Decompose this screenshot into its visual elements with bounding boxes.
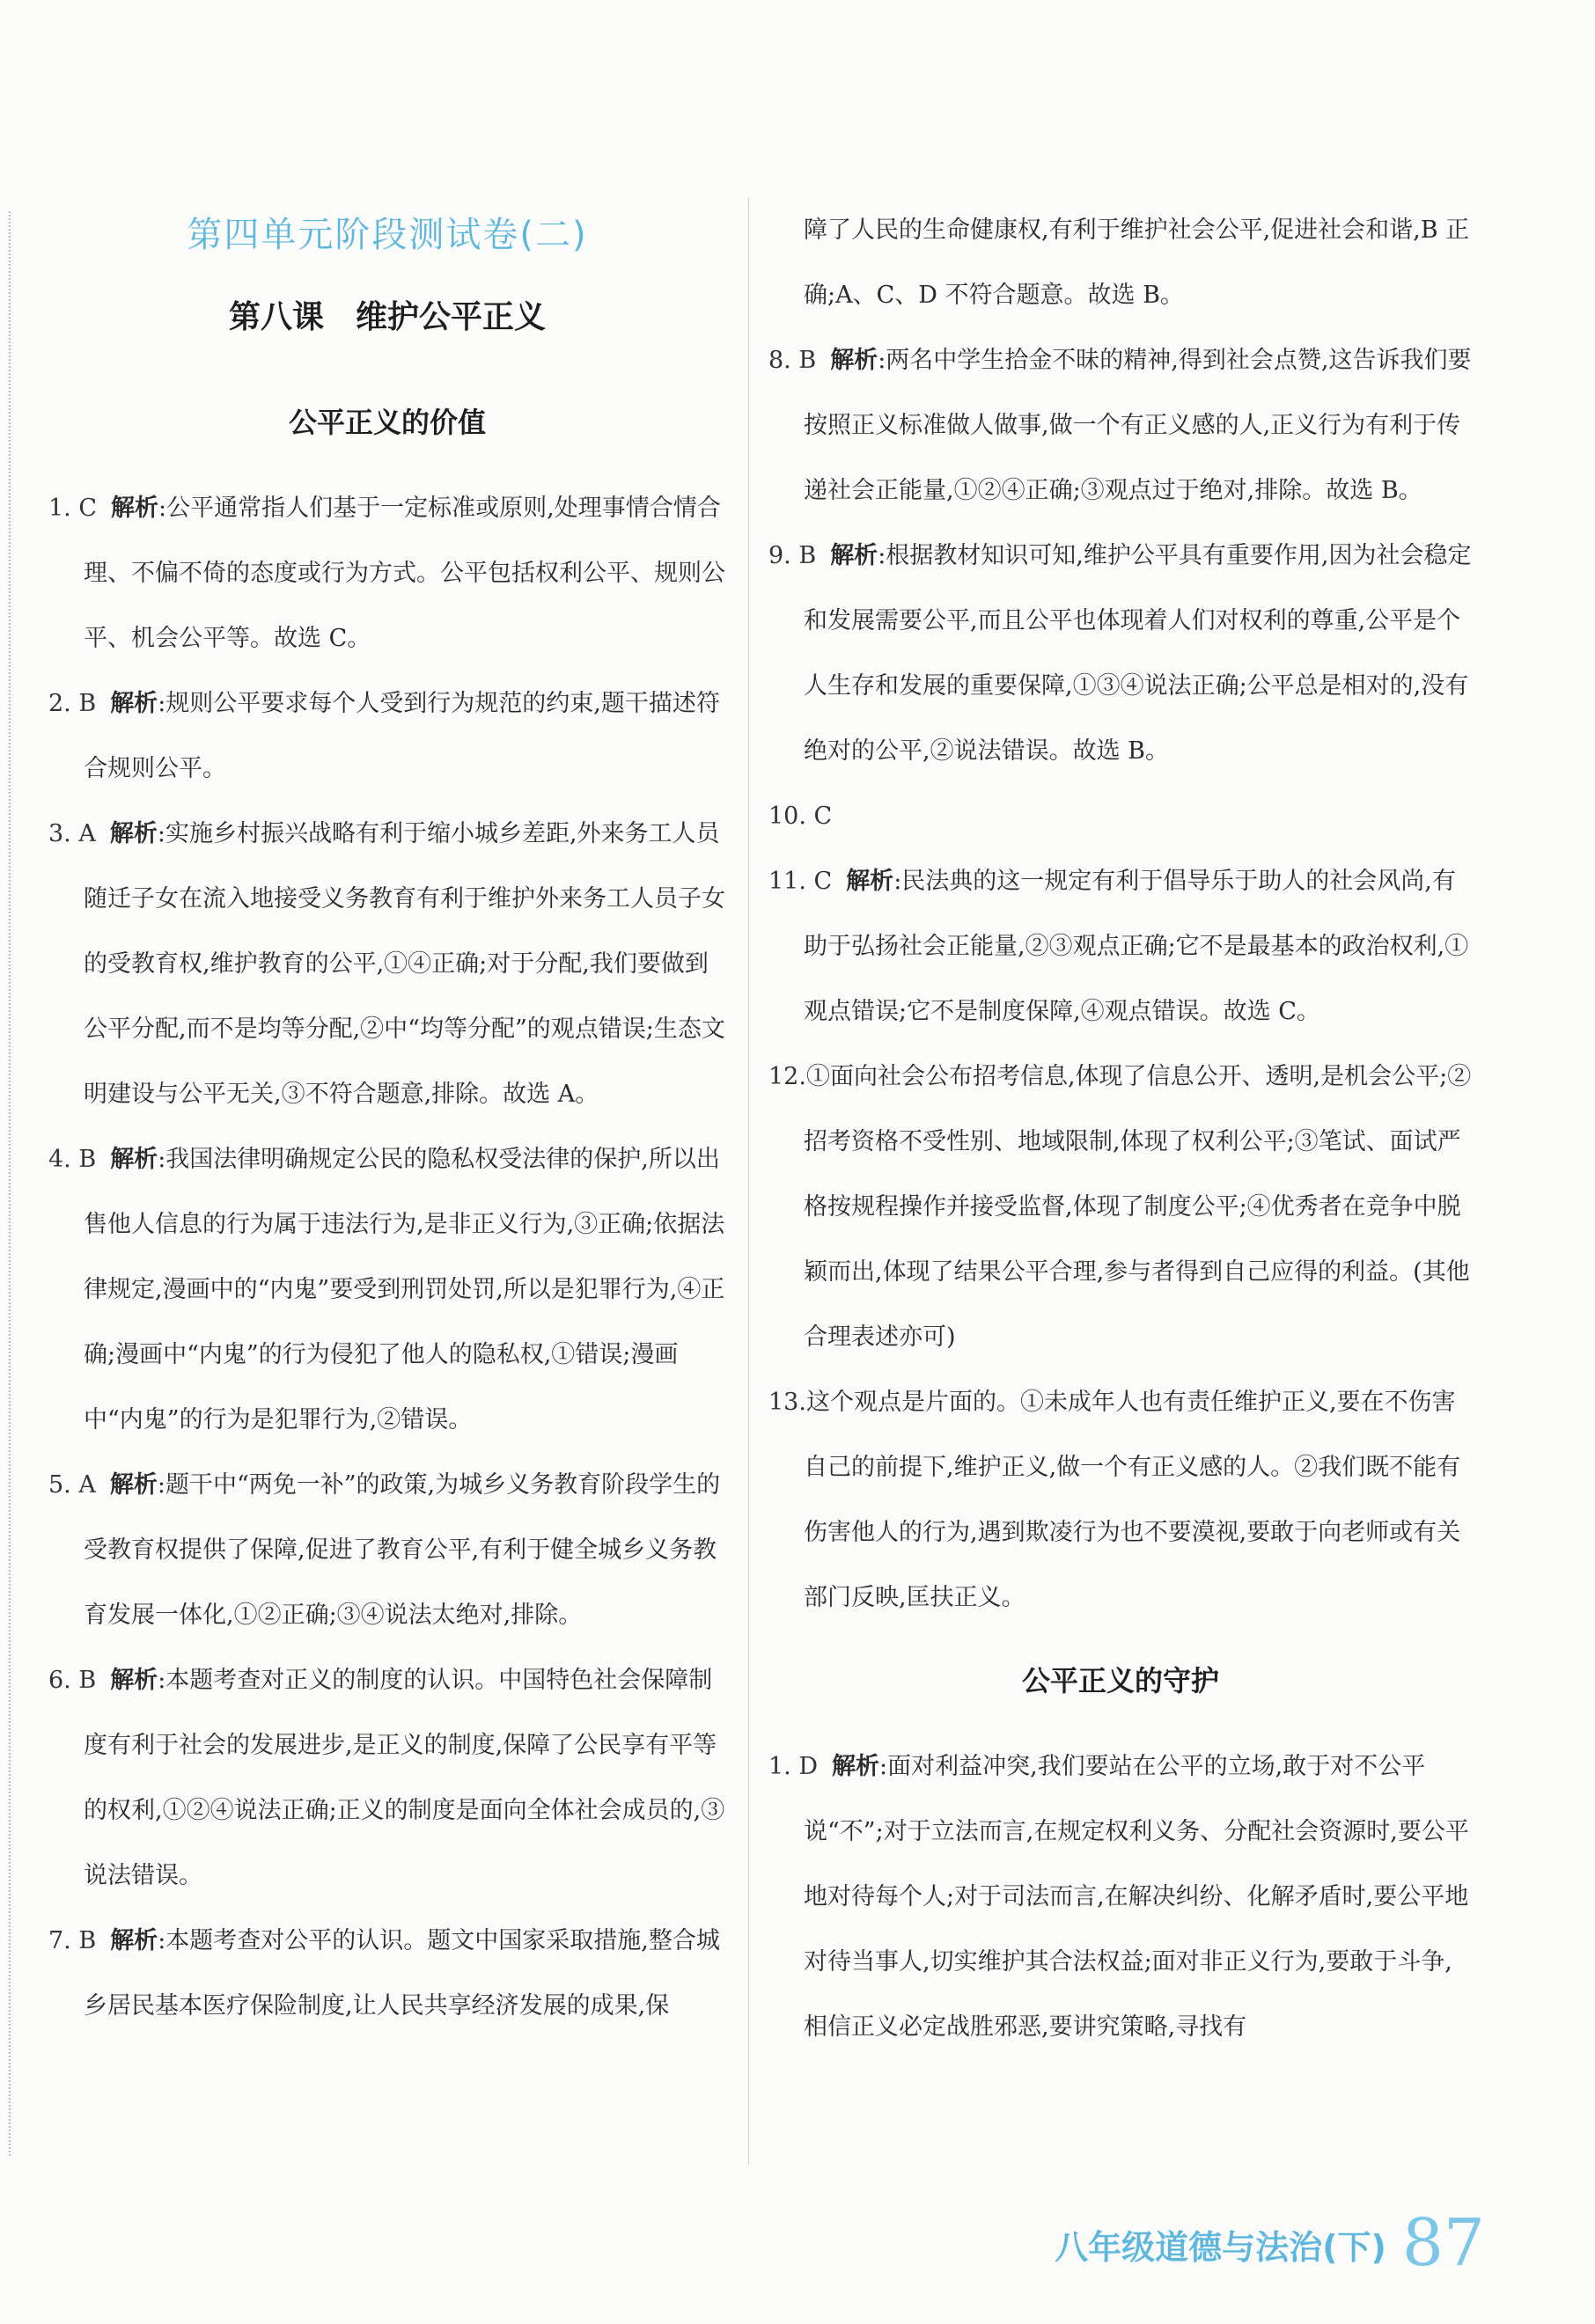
answer-number: 7. B [48, 1927, 97, 1954]
answer-number: 12. [768, 1063, 806, 1090]
answer-item [48, 1127, 726, 1453]
answer-label: 解析 [111, 495, 159, 522]
answer-text: ①面向社会公布招考信息,体现了信息公开、透明,是机会公平;②招考资格不受性别、地域限制,体现了权利公平;③笔试、面试严格按规程操作并接受监督,体现了制度公平;④优秀者在竞争中脱颖而出,体现了结果公平合理,参与者得到自己应得的利益。(其他合理表述亦可) [804, 1063, 1472, 1351]
footer-book-title: 八年级道德与法治(下) [1055, 2228, 1386, 2267]
answer-label: 解析 [832, 1753, 879, 1780]
answer-label: 解析 [109, 820, 158, 847]
page-number: 87 [1401, 2205, 1485, 2281]
answer-number: 3. A [48, 820, 96, 847]
answer-item [48, 1648, 726, 1909]
lesson-title: 第八课 维护公平正义 [228, 299, 546, 335]
answer-continuation: 障了人民的生命健康权,有利于维护社会公平,促进社会和谐,B 正确;A、C、D 不符合题意。故选 B。 [804, 216, 1470, 309]
answer-text: 这个观点是片面的。①未成年人也有责任维护正义,要在不伤害自己的前提下,维护正义,做一个有正义感的人。②我们既不能有伤害他人的行为,遇到欺凌行为也不要漠视,要敢于向老师或有关部门反映,匡扶正义。 [804, 1389, 1461, 1611]
section-title-value: 公平正义的价值 [288, 406, 486, 439]
answer-text: :本题考查对正义的制度的认识。中国特色社会保障制度有利于社会的发展进步,是正义的制度,保障了公民享有平等的权利,①②④说法正确;正义的制度是面向全体社会成员的,③说法错误。 [84, 1667, 725, 1889]
left-column [48, 189, 726, 2039]
answer-item [48, 802, 726, 1127]
answer-number: 2. B [48, 690, 97, 717]
answer-text: :本题考查对公平的认识。题文中国家采取措施,整合城乡居民基本医疗保险制度,让人民共享经济发展的成果,保 [84, 1927, 720, 2020]
answer-number: 11. C [768, 868, 833, 895]
answer-item [768, 328, 1473, 524]
answer-number: 13. [768, 1389, 806, 1416]
answer-number: 1. C [48, 495, 98, 522]
unit-title: 第四单元阶段测试卷(二) [187, 215, 588, 255]
answer-label: 解析 [830, 542, 878, 569]
answer-number: 9. B [768, 542, 817, 569]
answer-text: :民法典的这一规定有利于倡导乐于助人的社会风尚,有助于弘扬社会正能量,②③观点正确;它不是最基本的政治权利,①观点错误;它不是制度保障,④观点错误。故选 C。 [804, 868, 1469, 1025]
answer-label: 解析 [830, 347, 878, 374]
answer-label: 解析 [110, 1146, 158, 1173]
answer-label: 解析 [110, 1927, 158, 1954]
answer-label: 解析 [110, 690, 158, 717]
answer-number: 10. C [768, 803, 833, 830]
left-margin-dotted-line [9, 211, 11, 2156]
answer-number: 6. B [48, 1667, 97, 1694]
answer-item [768, 784, 1473, 849]
answer-text: :我国法律明确规定公民的隐私权受法律的保护,所以出售他人信息的行为属于违法行为,是非正义行为,③正确;依据法律规定,漫画中的“内鬼”要受到刑罚处罚,所以是犯罪行为,④正确;漫画中“内鬼”的行为侵犯了他人的隐私权,①错误;漫画中“内鬼”的行为是犯罪行为,②错误。 [84, 1146, 725, 1433]
answer-text: :公平通常指人们基于一定标准或原则,处理事情合情合理、不偏不倚的态度或行为方式。公平包括权利公平、规则公平、机会公平等。故选 C。 [84, 495, 725, 652]
answer-item [48, 1453, 726, 1648]
answer-text: :题干中“两免一补”的政策,为城乡义务教育阶段学生的受教育权提供了保障,促进了教育公平,有利于健全城乡义务教育发展一体化,①②正确;③④说法太绝对,排除。 [84, 1471, 721, 1629]
answer-item [768, 1045, 1473, 1370]
right-column [768, 198, 1473, 2060]
answer-number: 1. D [768, 1753, 818, 1780]
answer-item [48, 1909, 726, 2039]
answer-text: :面对利益冲突,我们要站在公平的立场,敢于对不公平说“不”;对于立法而言,在规定权利义务、分配社会资源时,要公平地对待每个人;对于司法而言,在解决纠纷、化解矛盾时,要公平地对待当事人,切实维护其合法权益;面对非正义行为,要敢于斗争,相信正义必定战胜邪恶,要讲究策略,寻找有 [804, 1753, 1469, 2041]
answer-text: :规则公平要求每个人受到行为规范的约束,题干描述符合规则公平。 [84, 690, 720, 782]
answer-text: :根据教材知识可知,维护公平具有重要作用,因为社会稳定和发展需要公平,而且公平也体现着人们对权利的尊重,公平是个人生存和发展的重要保障,①③④说法正确;公平总是相对的,没有绝对的公平,②说法错误。故选 B。 [804, 542, 1472, 765]
answer-number: 5. A [48, 1471, 96, 1499]
answer-item [768, 524, 1473, 784]
answer-item [768, 849, 1473, 1045]
answer-item [48, 671, 726, 802]
answer-label: 解析 [110, 1667, 158, 1694]
answer-text: :实施乡村振兴战略有利于缩小城乡差距,外来务工人员随迁子女在流入地接受义务教育有利于维护外来务工人员子女的受教育权,维护教育的公平,①④正确;对于分配,我们要做到公平分配,而不是均等分配,②中“均等分配”的观点错误;生态文明建设与公平无关,③不符合题意,排除。故选 A。 [84, 820, 725, 1108]
answer-item [768, 1734, 1473, 2060]
answer-number: 8. B [768, 347, 817, 374]
answer-item [48, 476, 726, 671]
answer-text: :两名中学生拾金不昧的精神,得到社会点赞,这告诉我们要按照正义标准做人做事,做一个有正义感的人,正义行为有利于传递社会正能量,①②④正确;③观点过于绝对,排除。故选 B。 [804, 347, 1472, 504]
answer-number: 4. B [48, 1146, 97, 1173]
answer-item [768, 1370, 1473, 1631]
answer-label: 解析 [109, 1471, 158, 1499]
section-title-protection: 公平正义的守护 [1021, 1664, 1219, 1697]
answer-label: 解析 [846, 868, 894, 895]
page-footer [1055, 2205, 1485, 2281]
column-divider [748, 198, 749, 2165]
